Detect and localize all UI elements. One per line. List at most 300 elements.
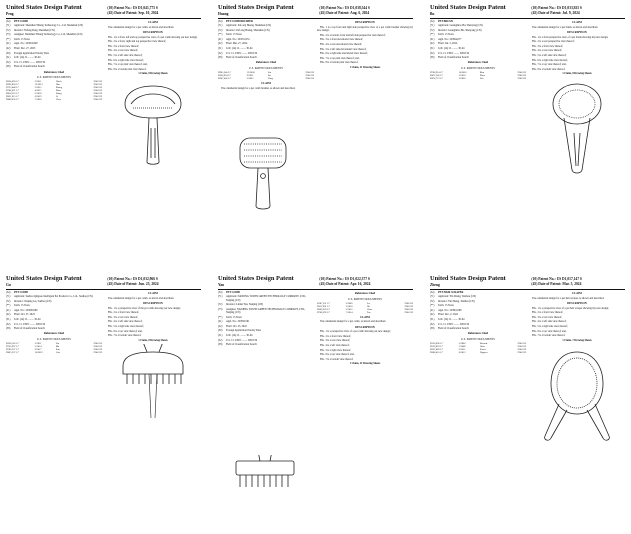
bib-code: (**) [6,37,11,41]
desc-line: FIG. 5 is a left side elevational view thereof; [320,47,367,51]
ref-date: 1/2008 [458,345,466,349]
bib-code: (52) [218,338,223,342]
reference-row [317,311,413,314]
bib-code: (71) [218,295,223,299]
bib-code: (58) [430,56,435,60]
ref-no: D558,929 S * [430,345,444,349]
right-column [529,20,625,260]
bib-code: (58) [218,343,223,347]
desc-line: FIG. 3 is a rear view thereof; [532,315,563,319]
bib-text: Appl. No.: 29/916,848 [14,42,38,46]
bib-code: (51) [218,47,223,51]
patent-header [4,275,203,287]
bib-text: LOC (14) Cl. ........ 30-04 [14,318,41,322]
claim-text: The ornamental design for a pet comb, as shown and described. [108,25,174,29]
bib-line [218,295,314,302]
desc-line: FIG. 2 is a rear perspective view thereof; [532,40,575,44]
references-subtitle: U.S. PATENT DOCUMENTS [348,297,382,301]
ref-name: Ma [55,345,60,349]
bib-code: (22) [430,313,435,317]
right-column [529,291,625,531]
references-title: References Cited [255,61,277,65]
bib-line [6,65,102,68]
bib-text: U.S. Cl. USPC ........ D30/159 [226,338,258,342]
references-title: References Cited [467,61,489,65]
bib-text: Filed: Mar. 27, 2024 [226,42,248,46]
bib-text: Foreign Application Priority Data [226,329,261,333]
description-title: DESCRIPTION [355,21,375,25]
bib-text: PET BRUSH [438,19,453,23]
ref-name: Yang [267,77,273,81]
patent-date [107,11,201,16]
patent-header [216,4,415,16]
ref-no: D818,223 S * [6,92,20,96]
header-rule [430,18,625,19]
bib-text: LOC (14) Cl. ........ 30-04 [14,56,41,60]
desc-line: FIG. 5 is a right view thereof; [320,348,351,352]
bib-line [430,24,526,27]
desc-line: FIG. 3 is a rear view thereof; [108,315,139,319]
ref-no: D905,340 S * [218,71,232,75]
ref-class: D30/159 [517,345,526,349]
bib-text: Appl. No.: 29/931,974 [226,37,250,41]
applicant-short: Gu [6,282,11,287]
patent-header [4,4,203,16]
bib-line [218,308,314,315]
bib-code: (**) [430,304,435,308]
bib-line [218,56,314,59]
bib-code: (51) [6,56,11,60]
patent-no-prefix: (10) Patent No.: [319,6,345,11]
bib-text: Term: 15 Years [226,315,242,319]
bib-code: (51) [430,318,435,322]
ref-class: D30/159 [305,71,314,75]
patent-no-prefix: (10) Patent No.: [107,6,133,11]
bib-line [6,318,102,321]
bib-text: U.S. Cl. USPC ........ D30/159 [438,51,470,55]
desc-line: FIG. 6 is a right side view thereof; [532,58,568,62]
bib-line [430,304,526,307]
claim-title: CLAIM [360,315,370,319]
pet-hair-scraper-drawing [537,344,617,444]
bib-code: (22) [218,42,223,46]
ref-class: D30/159 [517,77,526,81]
bib-code: (54) [430,19,435,23]
bib-code: (58) [430,327,435,331]
ref-class: D30/159 [93,98,102,102]
desc-line: FIG. 4 is a left side view thereof; [108,320,143,324]
bib-text: Appl. No.: 29/894,677 [438,37,462,41]
ref-no: D705,997 S * [6,345,20,349]
desc-line: FIG. 6 is a top view thereof; and, [108,329,143,333]
bib-text: Applicant: Guangmiao Bu, Shenyang (CN) [438,24,483,28]
ref-date: 3/2022 [246,77,254,81]
bib-line [218,33,314,36]
bib-code: (72) [430,299,435,303]
ref-class: D30/159 [93,86,102,90]
applicant-short: Zheng [430,282,440,287]
ref-class: D30/159 [93,92,102,96]
desc-line: FIG. 3 is a front view thereof; [532,44,564,48]
bib-code: (71) [6,295,11,299]
patent-date-prefix: (45) Date of Patent: [319,10,351,15]
ref-class: D30/159 [93,95,102,99]
left-column [430,20,526,260]
bib-text: U.S. Cl. USPC ........ D30/159 [226,51,258,55]
patent-sheet-2 [216,4,415,259]
ref-no: D632,849 S * [430,348,444,352]
bib-code: (52) [430,51,435,55]
references-subtitle: U.S. PATENT DOCUMENTS [37,337,71,341]
ref-class: D30/159 [305,77,314,81]
desc-line: FIG. 1 is a perspective view of a pet comb showing our new design; [320,330,391,334]
ref-date: 10/2016 [458,71,467,75]
ref-date: 8/2013 [458,351,466,355]
ref-no: D612,991 S * [317,305,331,309]
bib-text: LOC (14) Cl. ........ 30-04 [438,47,465,51]
bib-text: PET COMB [226,290,240,294]
bib-line [6,33,102,36]
ref-date: 5/2006 [458,342,466,346]
claim-title: CLAIM [148,21,158,25]
pet-comb-drawing [228,455,302,525]
bib-code: (21) [6,308,11,312]
bib-code: (72) [218,28,223,32]
bib-text: Term: 15 Years [226,33,242,37]
bib-line [218,42,314,45]
references-title: References Cited [467,332,489,336]
bib-line [430,20,526,23]
bib-code: (22) [430,42,435,46]
bib-text: U.S. Cl. USPC ........ D30/159 [14,322,46,326]
desc-line: FIG. 3 is a front elevational view thereof; [320,38,364,42]
desc-line: FIG. 8 is a bottom plan view thereof. [320,61,359,65]
ref-name: Liu [267,71,272,75]
ref-date: 3/2009 [345,302,353,306]
bib-text: Filed: Dec. 2, 2022 [438,313,458,317]
ref-name: Wang [55,92,62,96]
ref-name: Hsieh [55,80,62,84]
desc-line: FIG. 4 is a rear view thereof; [108,49,139,53]
bib-text: Field of Classification Search [14,327,45,331]
header-rule [6,18,201,19]
ref-name: Bennett [479,342,488,346]
patent-date-prefix: (45) Date of Patent: [107,281,139,286]
bib-code: (52) [218,51,223,55]
claim-title: CLAIM [572,292,582,296]
ref-no: D768,914 S * [430,71,444,75]
claim-text: The ornamental design for a pet hair scraper, as shown and described. [532,296,605,300]
desc-line: FIG. 5 is a left side view thereof; [108,54,143,58]
patent-no-value: US D1,017,147 S [556,277,582,282]
claims-count: 1 Claim, 22 Drawing Sheets [349,362,381,366]
ref-name: Gao [55,351,60,355]
desc-line: FIG. 2 is a front, right and top perspective view thereof; [108,40,167,44]
bib-code: (21) [6,42,11,46]
patent-date [319,11,413,16]
desc-line: FIG. 5 is a left side view thereof; [532,54,567,58]
bib-text: Filed: Jan. 2, 2024 [438,42,458,46]
desc-line: FIG. 2 is a front view thereof; [320,334,352,338]
bib-line [218,339,314,342]
header-rule [218,289,413,290]
desc-line: FIG. 7 is a top plan view thereof; and, [320,56,360,60]
ref-no: D874,773 S * [430,77,444,81]
desc-line: FIG. 3 is a rear view thereof; [320,339,351,343]
header-rule [218,18,413,19]
bib-line [218,343,314,346]
bib-line [6,47,102,50]
bib-code: (72) [430,28,435,32]
desc-line: FIG. 7 is a top view thereof; and, [532,63,567,67]
ref-date: 3/2010 [345,305,353,309]
patent-date-value: Jun. 25, 2024 [138,281,159,286]
desc-line: FIG. 7 is a top plan view thereof; and, [108,63,148,67]
bib-code: (51) [430,47,435,51]
bib-text: Term: 15 Years [14,304,30,308]
ref-name: Lin [55,342,60,346]
ref-date: 10/2019 [34,351,43,355]
bib-line [6,295,102,298]
description-title: DESCRIPTION [567,302,587,306]
right-column [317,291,413,531]
header-rule [430,289,625,290]
ref-class: D30/159 [517,71,526,75]
desc-line: FIG. 1 is a front, left and top perspective view of a pet comb showing our new design; [108,35,198,39]
bib-code: (22) [218,324,223,328]
patent-title: United States Design Patent [218,275,294,282]
bib-code: (72) [6,299,11,303]
ref-no: D660,529 S * [317,308,331,312]
patent-no-value: US D1,033,925 S [556,6,582,11]
pet-comb-brusher-drawing [230,132,300,212]
claim-text: The ornamental design for a pet comb, as shown and described. [320,320,386,324]
bib-code: (58) [218,56,223,60]
claim-title: CLAIM [261,82,271,86]
bib-line [6,309,102,312]
claims-count: 1 Claim, 8 Drawing Sheets [138,338,168,342]
ref-no: D851,815 S * [6,95,20,99]
patent-date [319,282,413,287]
ref-name: Lee [366,302,371,306]
patent-date-value: Apr. 16, 2024 [350,281,371,286]
ref-name: Sun [55,348,60,352]
applicant-short: Huang [218,11,229,16]
bib-code: (71) [218,24,223,28]
ref-date: 2/2011 [458,348,466,352]
right-column [105,20,201,260]
ref-date: 4/2017 [34,89,42,93]
bib-text: Inventor: Yin Zheng, Taizhou (CN) [438,299,475,303]
ref-name: Nguyen [479,351,488,355]
left-column [430,291,526,531]
desc-line: FIG. 1 is a perspective view of a pet hair scraper showing my new design; [532,306,609,310]
ref-no: D634,493 S * [6,80,20,84]
patent-date-value: Mar. 5, 2024 [562,281,582,286]
ref-name: Tan [366,311,371,315]
bib-code: (71) [430,295,435,299]
desc-line: FIG. 8 is a bottom view thereof. [532,67,566,71]
bib-text: LOC (14) Cl. ........ 30-04 [226,47,253,51]
ref-date: 5/2014 [34,345,42,349]
bib-code: (73) [218,307,223,311]
ref-name: Zhang [55,86,63,90]
bib-code: (30) [218,329,223,333]
bib-line [6,56,102,59]
ref-class: D30/159 [93,351,102,355]
bib-code: (54) [218,19,223,23]
bib-line [6,52,102,55]
bib-line [6,38,102,41]
bib-line [6,300,102,303]
bib-text: Applicant: NANJING TOWIN GREEN TECHNOLOGY COMPANY, LTD., Nanjing (CN) [226,295,306,302]
bib-text: PET COMB BRUSHER [226,19,253,23]
bib-text: PET COMB [14,290,28,294]
ref-no: D790,127 S * [6,348,20,352]
patent-no-value: US D1,022,377 S [344,277,370,282]
patent-header [428,4,627,16]
ref-date: 7/2020 [34,98,42,102]
bib-code: (22) [6,47,11,51]
bib-line [430,33,526,36]
bib-line [6,327,102,330]
reference-row [430,351,526,354]
bib-text: Term: 15 Years [438,33,454,37]
applicant-short: Yan [218,282,224,287]
claims-count: 1 Claim, 8 Drawing Sheets [562,72,592,76]
patent-date [531,11,625,16]
bib-code: (21) [430,37,435,41]
bib-line [6,24,102,27]
ref-name: Hsu [55,83,60,87]
bib-text: Inventor: Jiaf-ong Huang, Shenzhen (CN) [226,28,270,32]
patent-no-value: US D1,032,966 S [132,277,158,282]
bib-line [218,303,314,306]
bib-text: Applicant: Shenzhen Yihang Technology Co., Ltd, Shenzhen (CN) [14,24,84,28]
right-column [105,291,201,531]
ref-class: D30/159 [517,351,526,355]
ref-class: D30/159 [517,74,526,78]
desc-line: FIG. 2 is a front view thereof; [108,311,140,315]
ref-date: 9/2017 [34,348,42,352]
bib-code: (51) [218,334,223,338]
claim-text: The ornamental design for a pet brush, as shown and described. [532,25,598,29]
ref-no: D725,448 S * [6,86,20,90]
patent-no-value: US D1,038,544 S [344,6,370,11]
ref-date: 6/2019 [34,95,42,99]
description-title: DESCRIPTION [355,325,375,329]
ref-class: D30/159 [93,83,102,87]
bib-line [430,42,526,45]
patent-title: United States Design Patent [218,4,294,11]
bib-code: (73) [6,33,11,37]
patent-no-prefix: (10) Patent No.: [531,6,557,11]
bib-line [6,291,102,294]
bib-code: (**) [430,33,435,37]
header-rule [6,289,201,290]
bib-text: Applicant: Jiaf-ong Huang, Shenzhen (CN) [226,24,272,28]
claims-count: 1 Claim, 7 Drawing Sheets [562,338,592,342]
desc-line: FIG. 2 is a front view thereof; [532,311,564,315]
patent-date [531,282,625,287]
ref-date: 3/2011 [34,80,42,84]
bib-code: (52) [430,322,435,326]
bib-code: (72) [6,28,11,32]
bib-text: Appl. No.: 29/900,960 [14,308,38,312]
claim-title: CLAIM [572,21,582,25]
bib-text: Appl. No.: 29/861,086 [438,308,462,312]
reference-row [430,77,526,80]
bib-line [430,318,526,321]
ref-no: D708,392 S * [317,311,331,315]
bib-line [430,300,526,303]
desc-line: FIG. 4 is a left side view thereof; [532,320,567,324]
ref-date: 5/2018 [34,92,42,96]
bib-line [6,323,102,326]
ref-class: D30/159 [305,74,314,78]
patent-title: United States Design Patent [6,4,82,11]
ref-name: Zhao [55,89,61,93]
bib-text: U.S. Cl. USPC ........ D30/159 [438,322,470,326]
bib-line [218,291,314,294]
bib-text: Assignee: Shenzhen Yihang Technology Co., Ltd, Shenzhen (CN) [14,33,83,37]
desc-line: FIG. 6 is a right side view thereof; [108,58,144,62]
bib-line [218,52,314,55]
ref-no: D865,337 S * [6,351,20,355]
ref-date: 12/2020 [246,71,255,75]
desc-line: FIG. 6 is a top view thereof; and, [532,329,567,333]
desc-line: FIG. 4 is a rear elevational view thereof; [320,43,363,47]
bib-line [6,313,102,316]
bib-text: Field of Classification Search [438,56,469,60]
bib-line [218,316,314,319]
bib-text: Inventor: Yufeng Peng, Shenzhen (CN) [14,28,55,32]
patent-date [107,282,201,287]
pet-comb-drawing [113,344,193,424]
ref-class: D30/159 [93,345,102,349]
bib-line [218,20,314,23]
bib-line [6,20,102,23]
ref-date: 3/2015 [34,86,42,90]
bib-text: Term: 15 Years [438,304,454,308]
bib-text: Term: 15 Years [14,37,30,41]
ref-class: D30/159 [517,348,526,352]
bib-line [218,29,314,32]
references-subtitle: U.S. PATENT DOCUMENTS [461,66,495,70]
ref-class: D30/159 [93,342,102,346]
ref-no: D784,621 S * [6,89,20,93]
pet-brush-drawing [542,78,612,178]
patent-date-value: Sep. 10, 2024 [138,10,159,15]
bib-text: Applicant: Yin Zheng, Taizhou (CN) [438,295,477,299]
reference-row [218,77,314,80]
bib-code: (21) [218,37,223,41]
bib-text: Field of Classification Search [226,56,257,60]
ref-class: D30/159 [404,302,413,306]
reference-row [6,98,102,101]
desc-line: FIG. 7 is a bottom view thereof. [108,334,142,338]
bib-line [6,42,102,45]
ref-date: 2/2020 [458,77,466,81]
bib-code: (21) [430,308,435,312]
desc-line: FIG. 7 is a bottom view thereof. [532,334,566,338]
bib-line [430,291,526,294]
reference-row [6,351,102,354]
patent-date-prefix: (45) Date of Patent: [531,10,563,15]
ref-date: 5/2011 [34,342,42,346]
applicant-short: Peng [6,11,14,16]
bib-line [430,327,526,330]
